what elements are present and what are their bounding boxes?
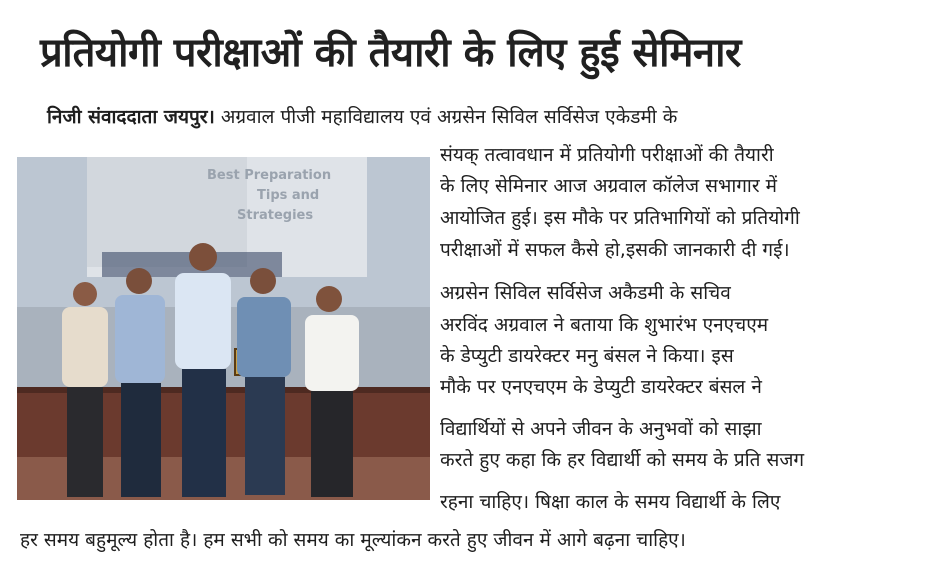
body-line-5: परीक्षाओं में सफल कैसे हो,इसकी जानकारी दी गई। bbox=[440, 239, 790, 261]
body-line-11: करते हुए कहा कि हर विद्यार्थी को समय के प्रति सजग bbox=[440, 449, 805, 471]
body-line-9: मौके पर एनएचएम के डेप्युटी डायरेक्टर बंसल ने bbox=[440, 376, 762, 398]
body-line-12: रहना चाहिए। षिक्षा काल के समय विद्यार्थी के लिए bbox=[440, 491, 781, 513]
body-line-1: अग्रवाल पीजी महाविद्यालय एवं अग्रसेन सिविल सर्विसेज एकेडमी के bbox=[214, 106, 678, 128]
person-2 bbox=[115, 268, 165, 497]
body-line-3: के लिए सेमिनार आज अग्रवाल कॉलेज सभागार में bbox=[440, 175, 778, 197]
screen-text-3: Strategies bbox=[237, 208, 314, 223]
event-photo-illustration bbox=[17, 157, 430, 500]
screen-text-1: Best Preparation bbox=[207, 168, 332, 183]
body-line-13: हर समय बहुमूल्य होता है। हम सभी को समय का मूल्यांकन करते हुए जीवन में आगे बढ़ना चाहिए। bbox=[20, 529, 686, 551]
screen-text-2: Tips and bbox=[257, 188, 320, 203]
body-line-4: आयोजित हुई। इस मौके पर प्रतिभागियों को प्रतियोगी bbox=[440, 207, 800, 229]
byline: निजी संवाददाता जयपुर। bbox=[47, 106, 215, 128]
body-line-8: के डेप्युटी डायरेक्टर मनु बंसल ने किया। इस bbox=[440, 345, 734, 367]
person-3 bbox=[175, 243, 231, 497]
person-5 bbox=[305, 286, 359, 497]
event-photo bbox=[17, 157, 430, 500]
body-line-6: अग्रसेन सिविल सर्विसेज अकैडमी के सचिव bbox=[440, 282, 731, 304]
headline: प्रतियोगी परीक्षाओं की तैयारी के लिए हुई सेमिनार bbox=[40, 30, 741, 76]
person-4 bbox=[237, 268, 291, 495]
person-1 bbox=[62, 282, 108, 497]
body-line-10: विद्यार्थियों से अपने जीवन के अनुभवों को साझा bbox=[440, 418, 762, 440]
body-line-2: संयक् तत्वावधान में प्रतियोगी परीक्षाओं की तैयारी bbox=[440, 144, 774, 166]
first-line bbox=[47, 102, 677, 132]
body-line-7: अरविंद अग्रवाल ने बताया कि शुभारंभ एनएचएम bbox=[440, 314, 769, 336]
